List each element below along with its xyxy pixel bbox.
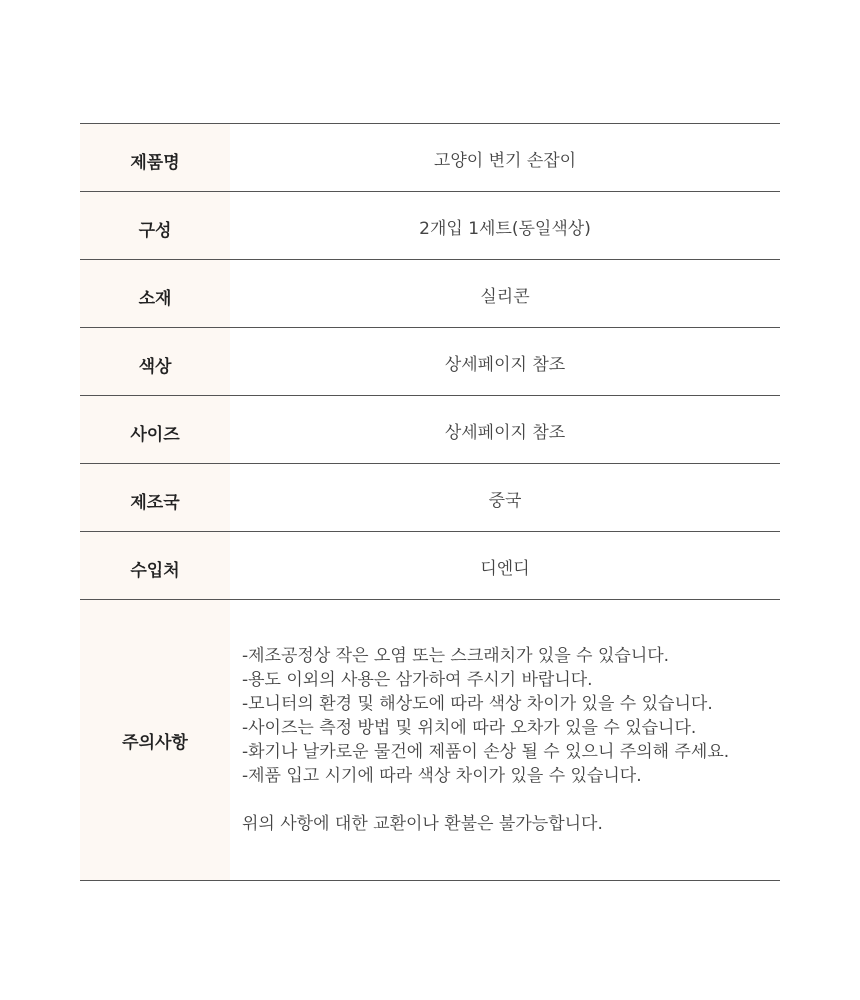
spec-value: 디엔디 [480, 559, 530, 579]
spec-label: 소재 [80, 260, 230, 327]
spec-value: 2개입 1세트(동일색상) [419, 219, 591, 239]
spec-value: 실리콘 [480, 287, 530, 307]
spec-value: 중국 [488, 491, 522, 511]
product-spec-table [80, 123, 780, 881]
spec-label: 색상 [80, 328, 230, 395]
list-item: -화기나 날카로운 물건에 제품이 손상 될 수 있으니 주의해 주세요. [242, 742, 730, 762]
precautions-text [230, 600, 780, 880]
spec-label: 제품명 [80, 124, 230, 191]
spec-value: 상세페이지 참조 [444, 423, 566, 443]
spec-row-importer [80, 532, 780, 600]
list-item: -모니터의 환경 및 해상도에 따라 색상 차이가 있을 수 있습니다. [242, 694, 713, 714]
spec-label: 주의사항 [80, 600, 230, 880]
spec-row-composition [80, 192, 780, 260]
spec-value: 상세페이지 참조 [444, 355, 566, 375]
spec-label: 사이즈 [80, 396, 230, 463]
spec-row-origin [80, 464, 780, 532]
spec-label: 수입처 [80, 532, 230, 599]
spec-value: 고양이 변기 손잡이 [433, 151, 577, 171]
spec-row-size [80, 396, 780, 464]
spec-row-product-name [80, 124, 780, 192]
refund-policy-note: 위의 사항에 대한 교환이나 환불은 불가능합니다. [242, 814, 603, 834]
spec-row-color [80, 328, 780, 396]
spec-label: 제조국 [80, 464, 230, 531]
list-item: -사이즈는 측정 방법 및 위치에 따라 오차가 있을 수 있습니다. [242, 718, 697, 738]
list-item: -제품 입고 시기에 따라 색상 차이가 있을 수 있습니다. [242, 766, 642, 786]
spec-label: 구성 [80, 192, 230, 259]
list-item: -제조공정상 작은 오염 또는 스크래치가 있을 수 있습니다. [242, 646, 670, 666]
spec-row-material [80, 260, 780, 328]
precautions-list [242, 644, 780, 788]
list-item: -용도 이외의 사용은 삼가하여 주시기 바랍니다. [242, 670, 593, 690]
spec-row-precautions [80, 600, 780, 881]
